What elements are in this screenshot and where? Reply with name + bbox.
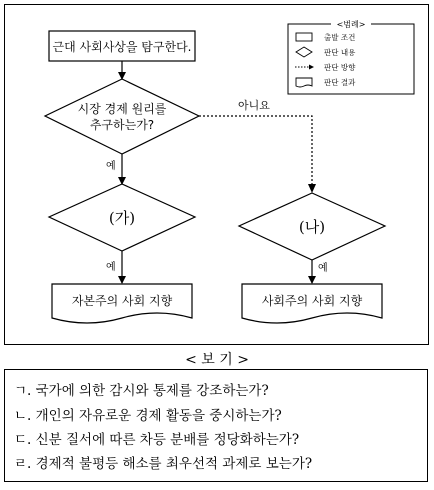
bogi-item-3: ㄷ. 신분 질서에 따른 차등 분배를 정당화하는가?	[14, 432, 300, 448]
bogi-item-1: ㄱ. 국가에 의한 감시와 통제를 강조하는가?	[14, 383, 269, 399]
decision-main-diamond	[45, 79, 199, 154]
legend-item-label: 판단 내용	[324, 48, 356, 57]
no-path-dotted	[199, 116, 312, 184]
bogi-item-4: ㄹ. 경제적 불평등 해소를 최우선적 과제로 보는가?	[14, 456, 313, 472]
legend-item-label: 출발 조건	[324, 33, 356, 42]
no-path-arrowhead	[308, 184, 316, 193]
yes-label-3: 예	[318, 263, 328, 274]
bogi-item-2: ㄴ. 개인의 자유로운 경제 활동을 중시하는가?	[14, 408, 282, 424]
bogi-title-text: < 보 기 >	[181, 352, 253, 368]
yes-label-2: 예	[106, 262, 116, 273]
legend-title: <범례>	[336, 20, 366, 29]
decision-right-text: (나)	[298, 218, 326, 236]
bogi-title	[0, 352, 434, 368]
start-box-text: 근대 사회사상을 탐구한다.	[52, 40, 192, 54]
result-left-text: 자본주의 사회 지향	[71, 294, 173, 308]
result-right-text: 사회주의 사회 지향	[261, 294, 363, 308]
decision-main-text-line1: 시장 경제 원리를	[77, 102, 167, 116]
legend-item-label: 판단 결과	[324, 78, 356, 87]
no-label: 아니요	[238, 99, 270, 112]
legend-item-label: 판단 방향	[324, 63, 356, 72]
decision-main-text-line2: 추구하는가?	[89, 118, 155, 132]
legend	[288, 18, 414, 94]
decision-left-text: (가)	[108, 209, 136, 227]
legend-rectangle-icon	[296, 33, 312, 41]
yes-label-1: 예	[106, 161, 116, 172]
